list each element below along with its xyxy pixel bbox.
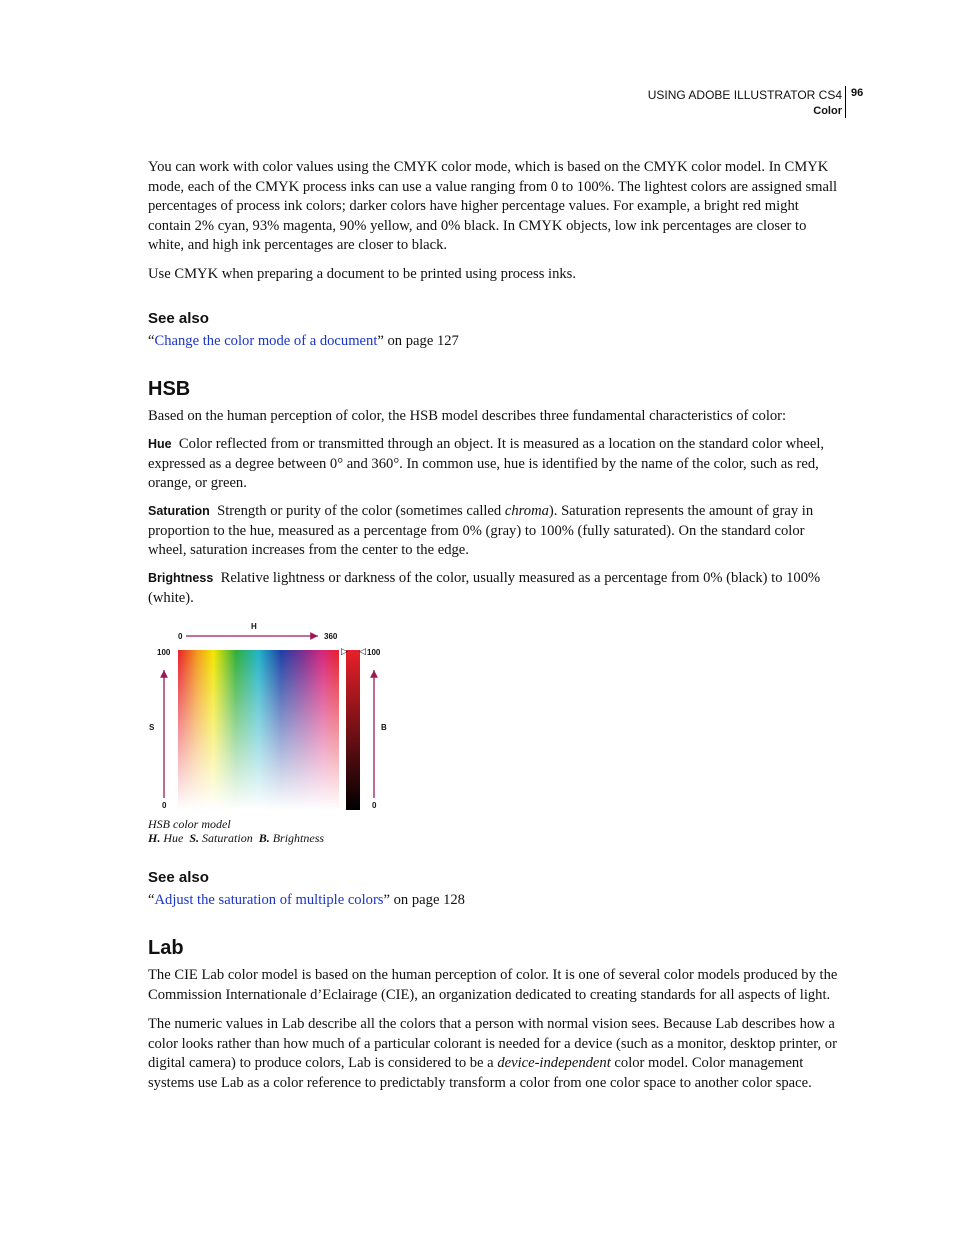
brightness-slider-marker-right: ◁	[359, 646, 366, 656]
legend-b-text: Brightness	[272, 831, 325, 845]
saturation-text-end: ). Saturation represents the amount of gray in proportion to the hue, measured as a percentage from 0% (gray) to 100% (fully saturated). On the standard color wheel, saturation increases from the center to the edge.	[148, 503, 814, 559]
figure-title: HSB color model	[148, 817, 231, 831]
see-also-heading: See also	[148, 310, 209, 327]
intro-paragraph-cmyk: You can work with color values using the CMYK color mode, which is based on the CMYK color model. In CMYK mode, each of the CMYK process inks can use a value ranging from 0 to 100%. The lightest colors are assigned small percentages of process ink colors; darker colors have higher percentage values. For example, a bright red might contain 2% cyan, 93% magenta, 90% yellow, and 0% black. In CMYK objects, low ink percentages are closer to white, and high ink percentages are closer to black.	[148, 159, 838, 254]
legend-h-key: H.	[148, 831, 161, 845]
see-also-reference	[148, 332, 841, 352]
figure-legend	[148, 831, 324, 845]
brightness-slider-marker-left: ▷	[341, 646, 348, 656]
page-reference: ” on page 127	[377, 333, 459, 349]
open-quote-2: “	[148, 892, 155, 908]
change-color-mode-link[interactable]: Change the color mode of a document	[154, 333, 378, 349]
figure-caption	[148, 817, 324, 845]
hue-start-label: 0	[178, 632, 183, 641]
lab-paragraph-cie: The CIE Lab color model is based on the human perception of color. It is one of several color models produced by the Commission Internationale d’Eclairage (CIE), an organization dedicated to creating standards for all aspects of light.	[148, 967, 838, 1003]
legend-s-key: S.	[189, 831, 200, 845]
running-header	[648, 87, 842, 119]
legend-b-key: B.	[258, 831, 270, 845]
legend-s-text: Saturation	[202, 831, 253, 845]
saturation-top-label: 100	[157, 648, 171, 657]
lab-heading: Lab	[148, 937, 184, 959]
doc-title: USING ADOBE ILLUSTRATOR CS4	[647, 88, 842, 102]
brightness-text: Relative lightness or darkness of the color, usually measured as a percentage from 0% (black) to 100% (white).	[148, 570, 821, 606]
hue-end-label: 360	[324, 632, 338, 641]
saturation-overlay	[178, 650, 339, 810]
page-number: 96	[851, 87, 864, 99]
open-quote: “	[148, 333, 155, 349]
see-also-reference-2	[148, 891, 841, 911]
chroma-term: chroma	[504, 503, 549, 519]
hue-axis-label: H	[251, 622, 257, 631]
brightness-top-label: 100	[367, 648, 381, 657]
brightness-bar	[346, 650, 360, 810]
brightness-bottom-label: 0	[372, 801, 377, 810]
saturation-definition	[148, 502, 841, 561]
saturation-term: Saturation	[148, 504, 210, 518]
legend-h-text: Hue	[163, 831, 184, 845]
saturation-axis-label: S	[149, 723, 155, 732]
hsb-intro: Based on the human perception of color, the HSB model describes three fundamental characteristics of color:	[148, 408, 787, 424]
saturation-bottom-label: 0	[162, 801, 167, 810]
hue-term: Hue	[148, 437, 172, 451]
lab-text-end: color model. Color management systems use Lab as a color reference to predictably transform a color from one color space to another color space.	[148, 1055, 812, 1091]
saturation-text-start: Strength or purity of the color (sometimes called	[217, 503, 505, 519]
lab-paragraph-device-independent	[148, 1015, 841, 1093]
header-divider	[845, 86, 846, 118]
hsb-color-model-figure	[148, 618, 408, 818]
adjust-saturation-link[interactable]: Adjust the saturation of multiple colors	[154, 892, 384, 908]
brightness-term: Brightness	[148, 571, 214, 585]
device-independent-term: device-independent	[497, 1055, 611, 1072]
intro-paragraph-process-inks: Use CMYK when preparing a document to be printed using process inks.	[148, 266, 577, 282]
page-reference-2: ” on page 128	[383, 892, 465, 908]
brightness-definition	[148, 569, 841, 608]
see-also-heading-2: See also	[148, 869, 209, 886]
lab-text-start: The numeric values in Lab describe all the colors that a person with normal vision sees. Because Lab describes how a color looks rather than how much of a particular colorant is needed for a device (such as a monitor, desktop printer, or digital camera) to produce colors, Lab is considered to be a	[148, 1016, 837, 1072]
hue-text: Color reflected from or transmitted through an object. It is measured as a location on the standard color wheel, expressed as a degree between 0° and 360°. In common use, hue is identified by the name of the color, such as red, orange, or green.	[148, 436, 825, 492]
hue-definition	[148, 435, 841, 494]
section-name: Color	[813, 105, 842, 117]
hsb-heading: HSB	[148, 378, 191, 400]
brightness-axis-label: B	[381, 723, 387, 732]
